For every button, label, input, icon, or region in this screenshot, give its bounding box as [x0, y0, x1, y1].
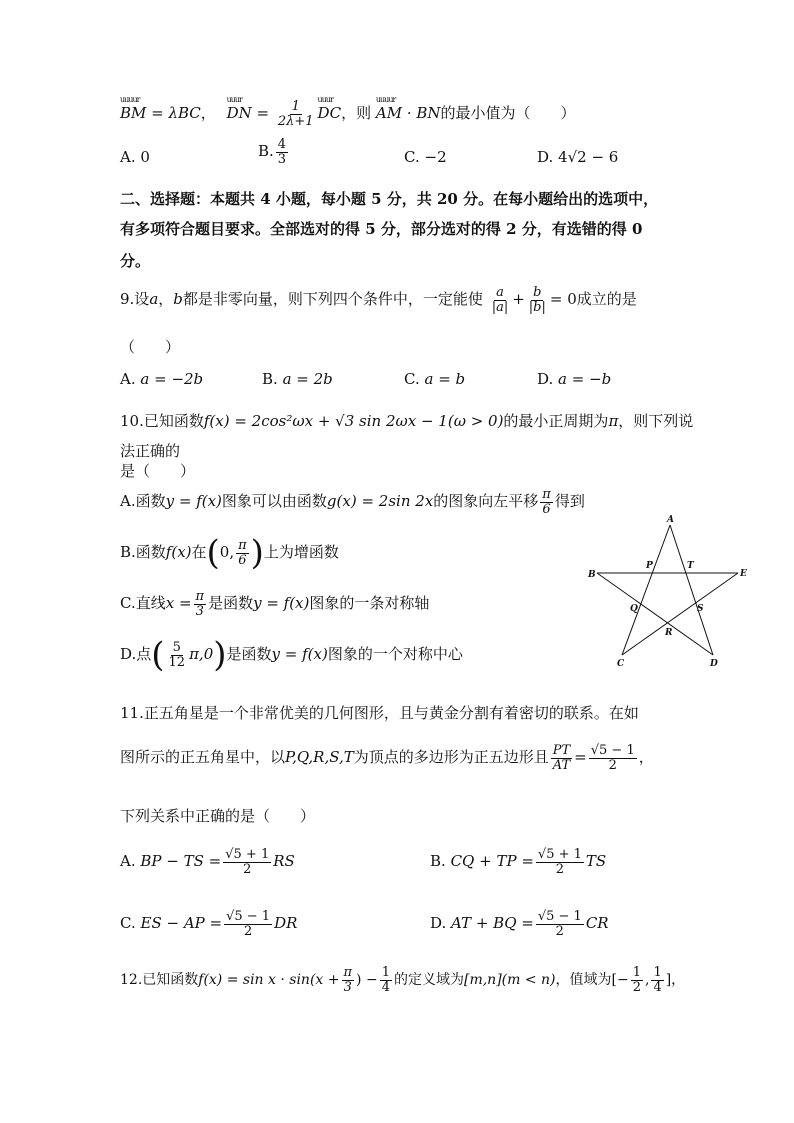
q9-option-d: D. a = −b: [537, 370, 612, 388]
q10-option-b: B.函数f(x)在(0, $\frac{\pi}{6}$ )上为增函数: [120, 533, 339, 573]
q10-option-d: D.点( $\frac{5}{12}$ π,0)是函数y = f(x)图象的一个对称中心: [120, 635, 463, 675]
label-r: R: [665, 628, 673, 638]
line-a-c: [622, 525, 670, 655]
q8-option-a: A. 0: [120, 148, 150, 166]
vector-dc: uuur DC: [317, 95, 342, 123]
section2-line2: 有多项符合题目要求。全部选对的得 5 分，部分选对的得 2 分，有选错的得 0: [120, 220, 643, 238]
line-b-d: [597, 573, 713, 655]
section2-line1: 二、选择题：本题共 4 小题，每小题 5 分，共 20 分。在每小题给出的选项中，: [120, 190, 659, 208]
unit-vector-b: $\frac{b}{|b|}$: [528, 285, 546, 315]
q11-line2: 图所示的正五角星中，以P,Q,R,S,T为顶点的多边形为正五边形且 $\frac{PT}{AT}$ = $\frac{√5 - 1}{2}$ ，: [120, 743, 654, 773]
label-t: T: [687, 561, 694, 571]
vector-dn: uuur DN =: [226, 95, 270, 123]
line-a-d: [670, 525, 713, 655]
q8-connector: ，则: [341, 104, 372, 123]
unit-vector-a: $\frac{a}{|a|}$: [491, 285, 509, 315]
vector-bm-eq: uuuur BM = λBC: [120, 95, 201, 123]
fraction-lambda: $\frac{1}{2\lambda+1}$: [277, 99, 314, 129]
q10-option-a: A.函数y = f(x)图象可以由函数g(x) = 2sin 2x的图象向左平移 $\frac{\pi}{6}$ 得到: [120, 487, 585, 517]
q10-option-c: C.直线x = $\frac{\pi}{3}$ 是函数y = f(x)图象的一条对称轴: [120, 589, 430, 619]
q10-line3: 是（ ）: [120, 462, 196, 480]
q11-line1: 11.正五角星是一个非常优美的几何图形，且与黄金分割有着密切的联系。在如: [120, 704, 639, 722]
dot-product-am-bn: uuuur AM · BN: [375, 95, 441, 123]
q9-stem: 9.设a，b都是非零向量，则下列四个条件中，一定能使 $\frac{a}{|a|}$ + $\frac{b}{|b|}$ = 0成立的是: [120, 285, 637, 315]
q9-option-c: C. a = b: [404, 370, 466, 388]
q11-option-d: D. AT + BQ = $\frac{√5 - 1}{2}$ CR: [430, 909, 609, 939]
label-s: S: [697, 604, 704, 614]
pentagram-figure: [585, 510, 760, 670]
q8-option-c: C. −2: [404, 148, 447, 166]
q12-line1: 12.已知函数f(x) = sin x · sin(x + $\frac{\pi}{3}$ ) − $\frac{1}{4}$ 的定义域为[m,n](m < n)，值域为[− $\frac{1}{2}$ , $\frac{1}{4}$ ]，: [120, 965, 686, 995]
q9-option-a: A. a = −2b: [120, 370, 204, 388]
line-e-c: [622, 573, 738, 655]
q9-option-b: B. a = 2b: [262, 370, 333, 388]
label-e: E: [740, 569, 747, 579]
q10-line2: 法正确的: [120, 442, 181, 460]
q10-line1: 10.已知函数f(x) = 2cos²ωx + √3 sin 2ωx − 1(ω > 0)的最小正周期为π，则下列说: [120, 412, 694, 430]
label-p: P: [646, 561, 653, 571]
q8-expression-line: [120, 95, 576, 129]
label-q: Q: [630, 604, 638, 614]
q9-paren: （ ）: [120, 338, 181, 356]
label-c: C: [617, 659, 625, 669]
label-b: B: [588, 570, 596, 580]
q8-option-d: D. 4√2 − 6: [537, 148, 619, 166]
q11-option-b: B. CQ + TP = $\frac{√5 + 1}{2}$ TS: [430, 847, 607, 877]
q11-line3: 下列关系中正确的是（ ）: [120, 807, 316, 825]
q8-suffix: 的最小值为（ ）: [440, 104, 576, 123]
separator: ，: [200, 104, 216, 123]
label-d: D: [710, 659, 718, 669]
q11-option-a: A. BP − TS = $\frac{√5 + 1}{2}$ RS: [120, 847, 295, 877]
q11-option-c: C. ES − AP = $\frac{√5 - 1}{2}$ DR: [120, 909, 298, 939]
label-a: A: [667, 515, 674, 525]
section2-line3: 分。: [120, 252, 151, 270]
q8-option-b: B. $\frac{4}{3}$: [258, 137, 287, 167]
